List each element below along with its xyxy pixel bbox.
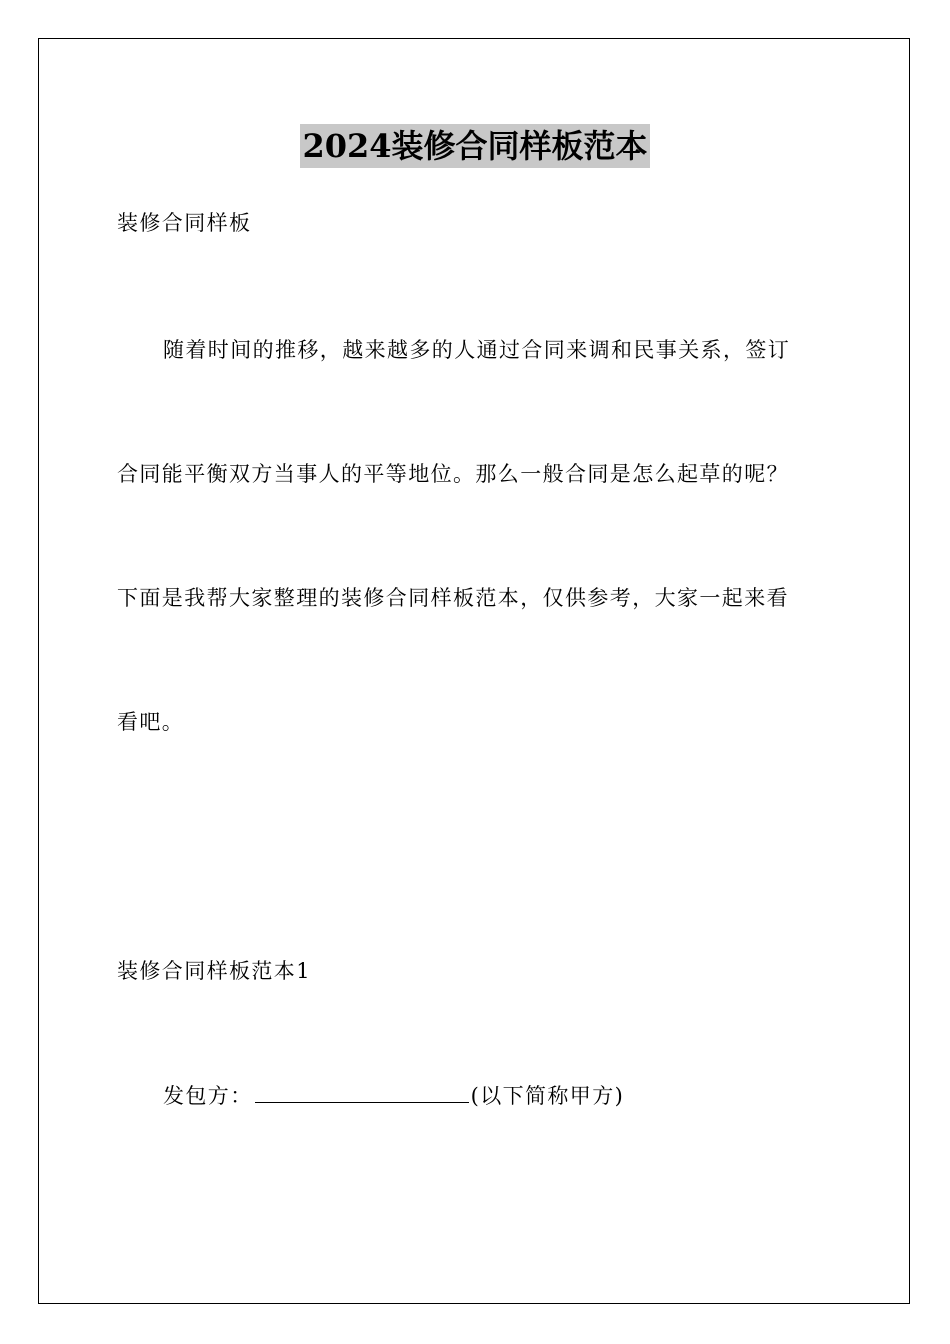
intro-line-1: 随着时间的推移，越来越多的人通过合同来调和民事关系，签订: [163, 338, 791, 362]
title-container: [0, 124, 950, 168]
party-a-blank-field: [255, 1084, 469, 1103]
party-a-label: 发包方：: [163, 1084, 253, 1108]
document-title: 2024装修合同样板范本: [300, 124, 649, 168]
intro-line-2: 合同能平衡双方当事人的平等地位。那么一般合同是怎么起草的呢？: [117, 462, 789, 486]
section-heading: 装修合同样板范本1: [117, 959, 311, 983]
document-subtitle: 装修合同样板: [117, 211, 252, 235]
intro-line-4: 看吧。: [117, 710, 185, 734]
party-a-line: [163, 1082, 624, 1110]
party-a-suffix: (以下简称甲方): [470, 1084, 625, 1108]
intro-line-3: 下面是我帮大家整理的装修合同样板范本，仅供参考，大家一起来看: [117, 586, 789, 610]
